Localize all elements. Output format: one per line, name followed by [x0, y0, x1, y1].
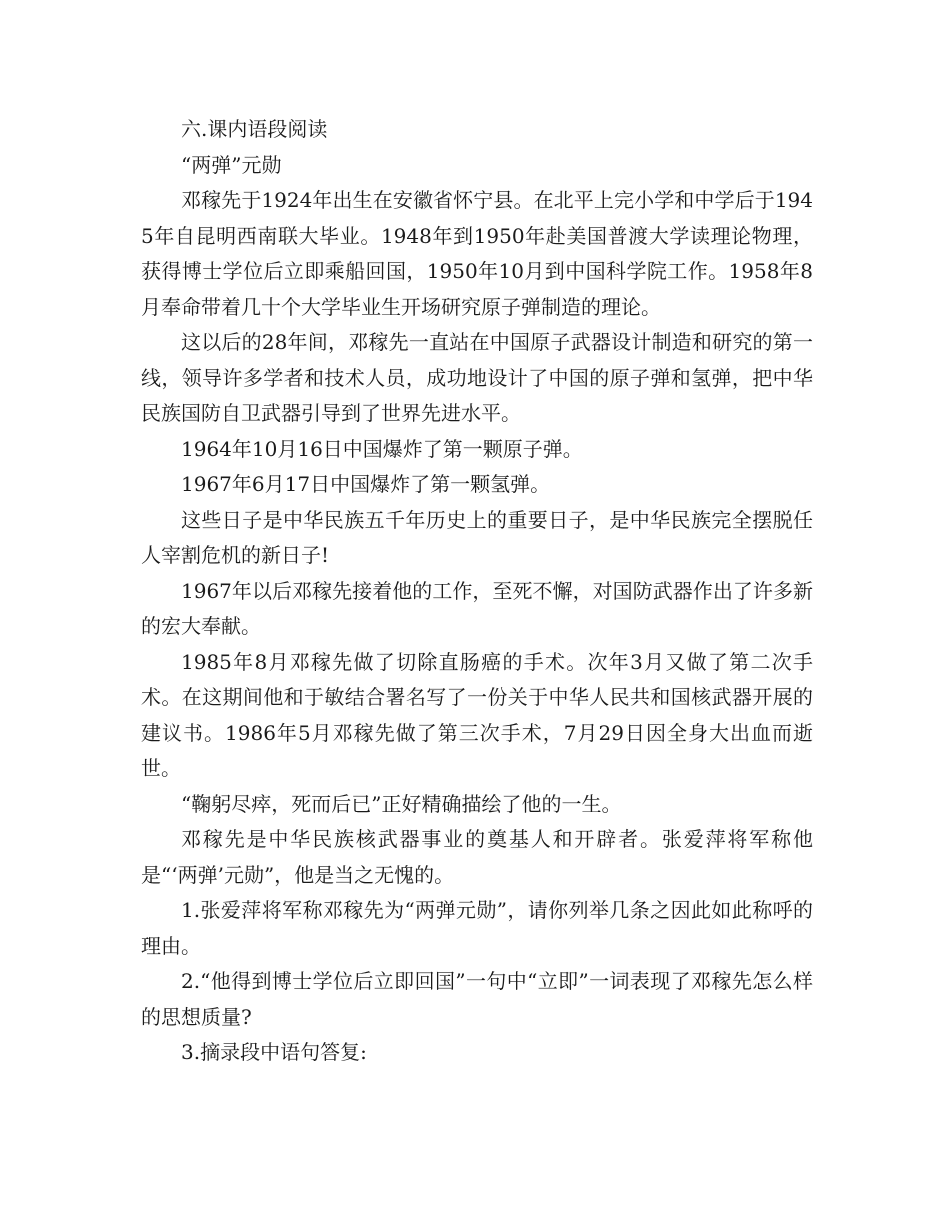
document-body [141, 112, 813, 1071]
passage-paragraph: 1985年8月邓稼先做了切除直肠癌的手术。次年3月又做了第二次手术。在这期间他和于敏结合署名写了一份关于中华人民共和国核武器开展的建议书。1986年5月邓稼先做了第三次手术，7月29日因全身大出血而逝世。 [141, 649, 813, 780]
passage-paragraph: 1967年6月17日中国爆炸了第一颗氢弹。 [181, 472, 551, 496]
passage-paragraph: 1967年以后邓稼先接着他的工作，至死不懈，对国防武器作出了许多新的宏大奉献。 [141, 578, 813, 638]
passage-paragraph: “鞠躬尽瘁，死而后已”正好精确描绘了他的一生。 [181, 791, 622, 816]
section-heading: 六.课内语段阅读 [181, 117, 328, 141]
question-item: 3.摘录段中语句答复: [181, 1040, 367, 1064]
passage-paragraph: 1964年10月16日中国爆炸了第一颗原子弹。 [181, 436, 583, 461]
passage-title: “两弹”元勋 [181, 152, 282, 177]
passage-paragraph: 这以后的28年间，邓稼先一直站在中国原子武器设计制造和研究的第一线，领导许多学者和技术人员，成功地设计了中国的原子弹和氢弹，把中华民族国防自卫武器引导到了世界先进水平。 [141, 330, 813, 425]
question-item: 1.张爱萍将军称邓稼先为“两弹元勋”，请你列举几条之因此如此称呼的理由。 [141, 898, 813, 958]
passage-paragraph: 邓稼先是中华民族核武器事业的奠基人和开辟者。张爱萍将军称他是“‘两弹’元勋”，他是当之无愧的。 [141, 827, 813, 887]
passage-paragraph: 这些日子是中华民族五千年历史上的重要日子，是中华民族完全摆脱任人宰割危机的新日子! [141, 507, 813, 567]
question-item: 2.“他得到博士学位后立即回国”一句中“立即”一词表现了邓稼先怎么样的思想质量? [141, 969, 813, 1029]
passage-paragraph: 邓稼先于1924年出生在安徽省怀宁县。在北平上完小学和中学后于1945年自昆明西南联大毕业。1948年到1950年赴美国普渡大学读理论物理，获得博士学位后立即乘船回国，1950年10月到中国科学院工作。1958年8月奉命带着几十个大学毕业生开场研究原子弹制造的理论。 [141, 188, 813, 319]
